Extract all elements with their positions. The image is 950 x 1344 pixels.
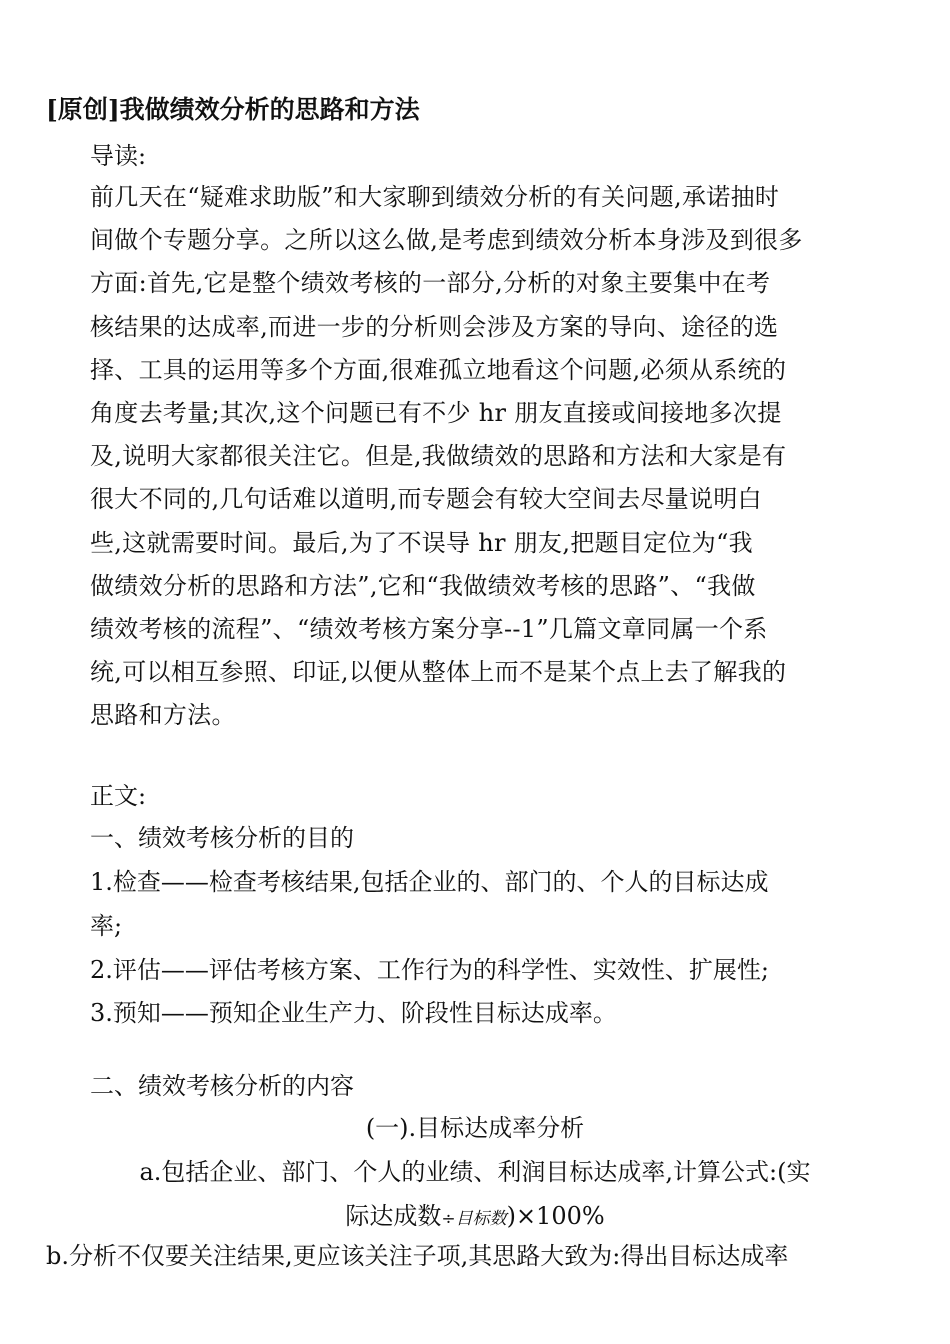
section2-item-b: b.分析不仅要关注结果,更应该关注子项,其思路大致为:得出目标达成率: [46, 1242, 789, 1270]
formula-suffix: )×100%: [506, 1202, 605, 1230]
intro-line: 角度去考量;其次,这个问题已有不少 hr 朋友直接或间接地多次提: [90, 399, 782, 428]
intro-line: 前几天在“疑难求助版”和大家聊到绩效分析的有关问题,承诺抽时: [90, 183, 780, 211]
section2-subheading: (一).目标达成率分析: [365, 1114, 585, 1142]
section1-item2: 2.评估——评估考核方案、工作行为的科学性、实效性、扩展性;: [90, 956, 769, 984]
intro-line: 方面:首先,它是整个绩效考核的一部分,分析的对象主要集中在考: [90, 269, 771, 298]
section2-item-a: a.包括企业、部门、个人的业绩、利润目标达成率,计算公式:(实: [139, 1158, 811, 1186]
intro-line: 及,说明大家都很关注它。但是,我做绩效的思路和方法和大家是有: [90, 442, 787, 471]
formula-prefix: 际达成数: [345, 1202, 442, 1230]
intro-line: 很大不同的,几句话难以道明,而专题会有较大空间去尽量说明白: [90, 485, 762, 514]
intro-line: 做绩效分析的思路和方法”,它和“我做绩效考核的思路”、“我做: [90, 571, 756, 600]
section1-item3: 3.预知——预知企业生产力、阶段性目标达成率。: [90, 999, 617, 1027]
article-title: [原创]我做绩效分析的思路和方法: [46, 95, 420, 124]
section2-heading: 二、绩效考核分析的内容: [90, 1072, 354, 1100]
intro-line: 绩效考核的流程”、“绩效考核方案分享--1”几篇文章同属一个系: [90, 615, 768, 644]
formula-line: [0, 1198, 950, 1237]
section1-item1-cont: 率;: [90, 912, 123, 940]
intro-line: 统,可以相互参照、印证,以便从整体上而不是某个点上去了解我的: [90, 658, 787, 687]
intro-line: 些,这就需要时间。最后,为了不误导 hr 朋友,把题目定位为“我: [90, 528, 753, 557]
body-label: 正文:: [90, 782, 147, 810]
intro-label: 导读:: [90, 142, 147, 170]
section1-heading: 一、绩效考核分析的目的: [90, 824, 354, 852]
intro-line: 核结果的达成率,而进一步的分析则会涉及方案的导向、途径的选: [90, 312, 779, 341]
intro-line: 择、工具的运用等多个方面,很难孤立地看这个问题,必须从系统的: [90, 355, 787, 384]
intro-line: 思路和方法。: [90, 701, 236, 730]
intro-paragraph: [90, 176, 870, 738]
formula-divisor: ÷目标数: [441, 1209, 507, 1229]
intro-line: 间做个专题分享。之所以这么做,是考虑到绩效分析本身涉及到很多: [90, 226, 803, 255]
section1-item1: 1.检查——检查考核结果,包括企业的、部门的、个人的目标达成: [90, 868, 769, 896]
